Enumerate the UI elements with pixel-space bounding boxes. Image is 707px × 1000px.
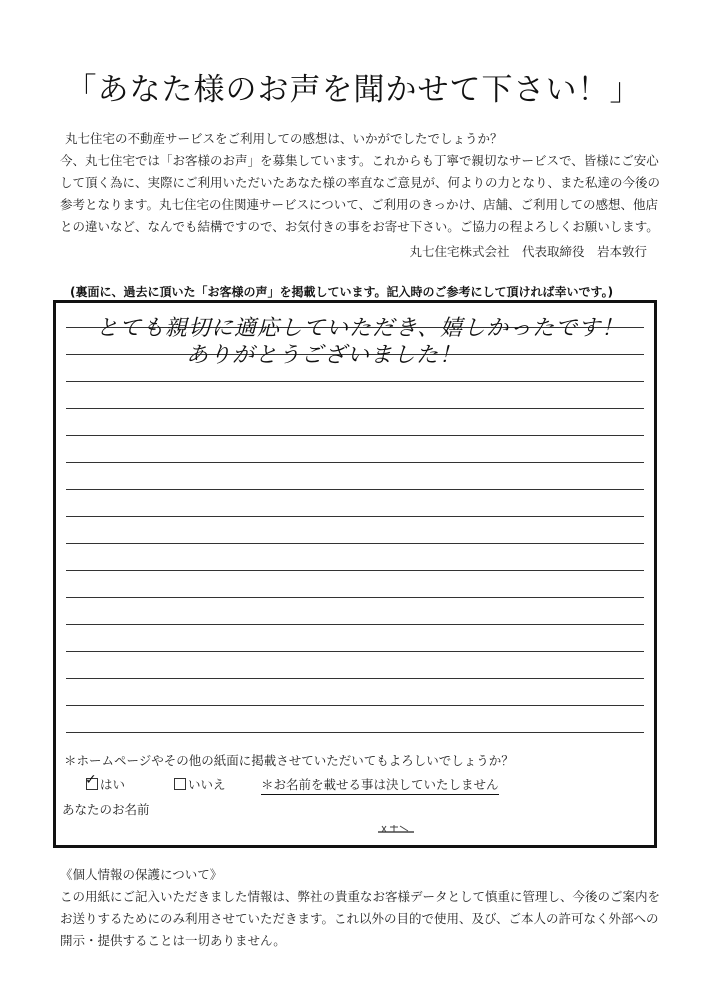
- ruled-line: [66, 435, 644, 436]
- privacy-line: お送りするためにのみ利用させていただきます。これ以外の目的で使用、及び、ご本人の許可なく外部への: [60, 911, 659, 926]
- name-privacy-note: ＊お名前を載せる事は決していたしません: [261, 775, 499, 795]
- intro-text: [60, 128, 660, 238]
- ruled-line: [66, 381, 644, 382]
- checkbox-yes[interactable]: [85, 772, 98, 790]
- handwritten-comment-line: とても親切に適応していただき、嬉しかったです！: [96, 316, 625, 341]
- privacy-section: [60, 864, 680, 952]
- privacy-line: 開示・提供することは一切ありません。: [60, 933, 286, 948]
- ruled-line: [66, 462, 644, 463]
- reference-note: (裏面に、過去に頂いた「お客様の声」を掲載しています。記入時のご参考にして頂ければ幸いです。): [70, 285, 614, 299]
- ruled-lines: [66, 303, 644, 743]
- redacted-name-mark: [376, 823, 416, 835]
- intro-line: 参考となります。丸七住宅の住関連サービスについて、ご利用のきっかけ、店舗、ご利用しての感想、他店: [60, 197, 659, 212]
- comment-form-box: [53, 300, 657, 848]
- name-label: あなたのお名前: [62, 802, 150, 817]
- ruled-line: [66, 516, 644, 517]
- option-no[interactable]: [174, 775, 226, 793]
- ruled-line: [66, 597, 644, 598]
- ruled-line: [66, 570, 644, 571]
- ruled-line: [66, 651, 644, 652]
- page-title: 「あなた様のお声を聞かせて下さい！」: [65, 72, 642, 108]
- ruled-line: [66, 543, 644, 544]
- intro-line: 今、丸七住宅では「お客様のお声」を募集しています。これからも丁寧で親切なサービスで、皆様にご安心: [60, 153, 659, 168]
- option-no-label: いいえ: [188, 777, 226, 792]
- intro-line: との違いなど、なんでも結構ですので、お気付きの事をお寄せ下さい。ご協力の程よろしくお願いします。: [60, 219, 659, 234]
- handwritten-comment-line: ありがとうございました！: [186, 343, 463, 368]
- signature: 丸七住宅株式会社 代表取締役 岩本敦行: [409, 244, 647, 259]
- privacy-line: この用紙にご記入いただきました情報は、弊社の貴重なお客様データとして慎重に管理し、今後のご案内を: [60, 889, 661, 904]
- privacy-heading: 《個人情報の保護について》: [60, 867, 223, 882]
- ruled-line: [66, 732, 644, 733]
- ruled-line: [66, 408, 644, 409]
- ruled-line: [66, 678, 644, 679]
- ruled-line: [66, 705, 644, 706]
- check-mark-icon: ✓: [85, 772, 97, 788]
- ruled-line: [66, 489, 644, 490]
- option-yes[interactable]: [85, 772, 126, 793]
- option-yes-label: はい: [100, 777, 126, 792]
- intro-line: して頂く為に、実際にご利用いただいたあなた様の率直なご意見が、何よりの力となり、また私達の今後の: [60, 175, 661, 190]
- permission-question: ＊ホームページやその他の紙面に掲載させていただいてもよろしいでしょうか？: [64, 753, 514, 768]
- checkbox-no[interactable]: [174, 778, 186, 790]
- intro-line: 丸七住宅の不動産サービスをご利用しての感想は、いかがでしたでしょうか？: [65, 131, 503, 146]
- ruled-line: [66, 624, 644, 625]
